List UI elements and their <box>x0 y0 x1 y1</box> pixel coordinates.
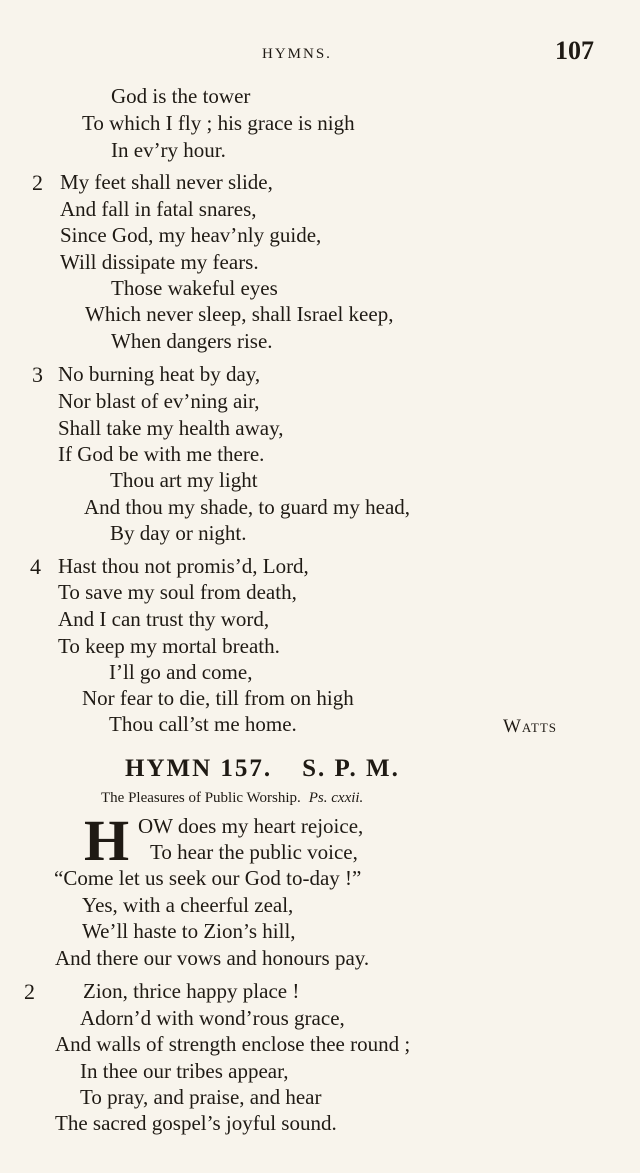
hymn-meter: S. P. M. <box>302 755 400 782</box>
hymn-subtitle <box>101 790 363 807</box>
running-head: HYMNS. <box>262 46 332 62</box>
scripture-reference: Ps. cxxii. <box>308 790 364 806</box>
verse-line: And fall in fatal snares, <box>60 197 257 221</box>
page-number: 107 <box>555 36 594 65</box>
hymn-theme: The Pleasures of Public Worship. <box>101 790 301 806</box>
verse-line: Will dissipate my fears. <box>60 250 259 274</box>
verse-line: Which never sleep, shall Israel keep, <box>85 302 394 326</box>
verse-line: If God be with me there. <box>58 442 265 466</box>
verse-line: In thee our tribes appear, <box>80 1059 289 1083</box>
verse-line: No burning heat by day, <box>58 362 261 386</box>
verse-line: By day or night. <box>110 521 247 545</box>
hymn-number: HYMN 157. <box>125 755 273 782</box>
stanza-number: 2 <box>24 979 35 1004</box>
verse-line: In ev’ry hour. <box>111 138 226 162</box>
verse-line: Thou call’st me home. <box>109 712 297 736</box>
verse-line: To hear the public voice, <box>150 840 358 864</box>
verse-line: Nor blast of ev’ning air, <box>58 389 260 413</box>
author-attribution: Watts <box>503 716 557 737</box>
verse-line: OW does my heart rejoice, <box>138 814 364 838</box>
verse-line: Nor fear to die, till from on high <box>82 686 354 710</box>
verse-line: Shall take my health away, <box>58 416 284 440</box>
verse-line: Those wakeful eyes <box>111 276 278 300</box>
hymn-title <box>125 755 400 783</box>
verse-line: The sacred gospel’s joyful sound. <box>55 1111 337 1135</box>
verse-line: My feet shall never slide, <box>60 170 273 194</box>
verse-line: And thou my shade, to guard my head, <box>84 495 411 519</box>
verse-line: To which I fly ; his grace is nigh <box>82 111 355 135</box>
verse-line: To pray, and praise, and hear <box>80 1085 322 1109</box>
verse-line: And walls of strength enclose thee round ; <box>55 1032 411 1056</box>
verse-line: I’ll go and come, <box>109 660 253 684</box>
stanza-number: 2 <box>32 170 43 195</box>
verse-line: God is the tower <box>111 84 251 108</box>
verse-line: “Come let us seek our God to-day !” <box>54 866 362 890</box>
verse-line: To keep my mortal breath. <box>58 634 280 658</box>
verse-line: Yes, with a cheerful zeal, <box>82 893 294 917</box>
verse-line: Adorn’d with wond’rous grace, <box>80 1006 345 1030</box>
drop-cap: H <box>84 808 130 873</box>
verse-line: When dangers rise. <box>111 329 273 353</box>
stanza-number: 3 <box>32 362 43 387</box>
verse-line: Hast thou not promis’d, Lord, <box>58 554 309 578</box>
verse-line: To save my soul from death, <box>58 580 297 604</box>
verse-line: Zion, thrice happy place ! <box>83 979 300 1003</box>
verse-line: And I can trust thy word, <box>58 607 270 631</box>
verse-line: Thou art my light <box>110 468 258 492</box>
verse-line: We’ll haste to Zion’s hill, <box>82 919 296 943</box>
verse-line: And there our vows and honours pay. <box>55 946 370 970</box>
verse-line: Since God, my heav’nly guide, <box>60 223 322 247</box>
stanza-number: 4 <box>30 554 41 579</box>
